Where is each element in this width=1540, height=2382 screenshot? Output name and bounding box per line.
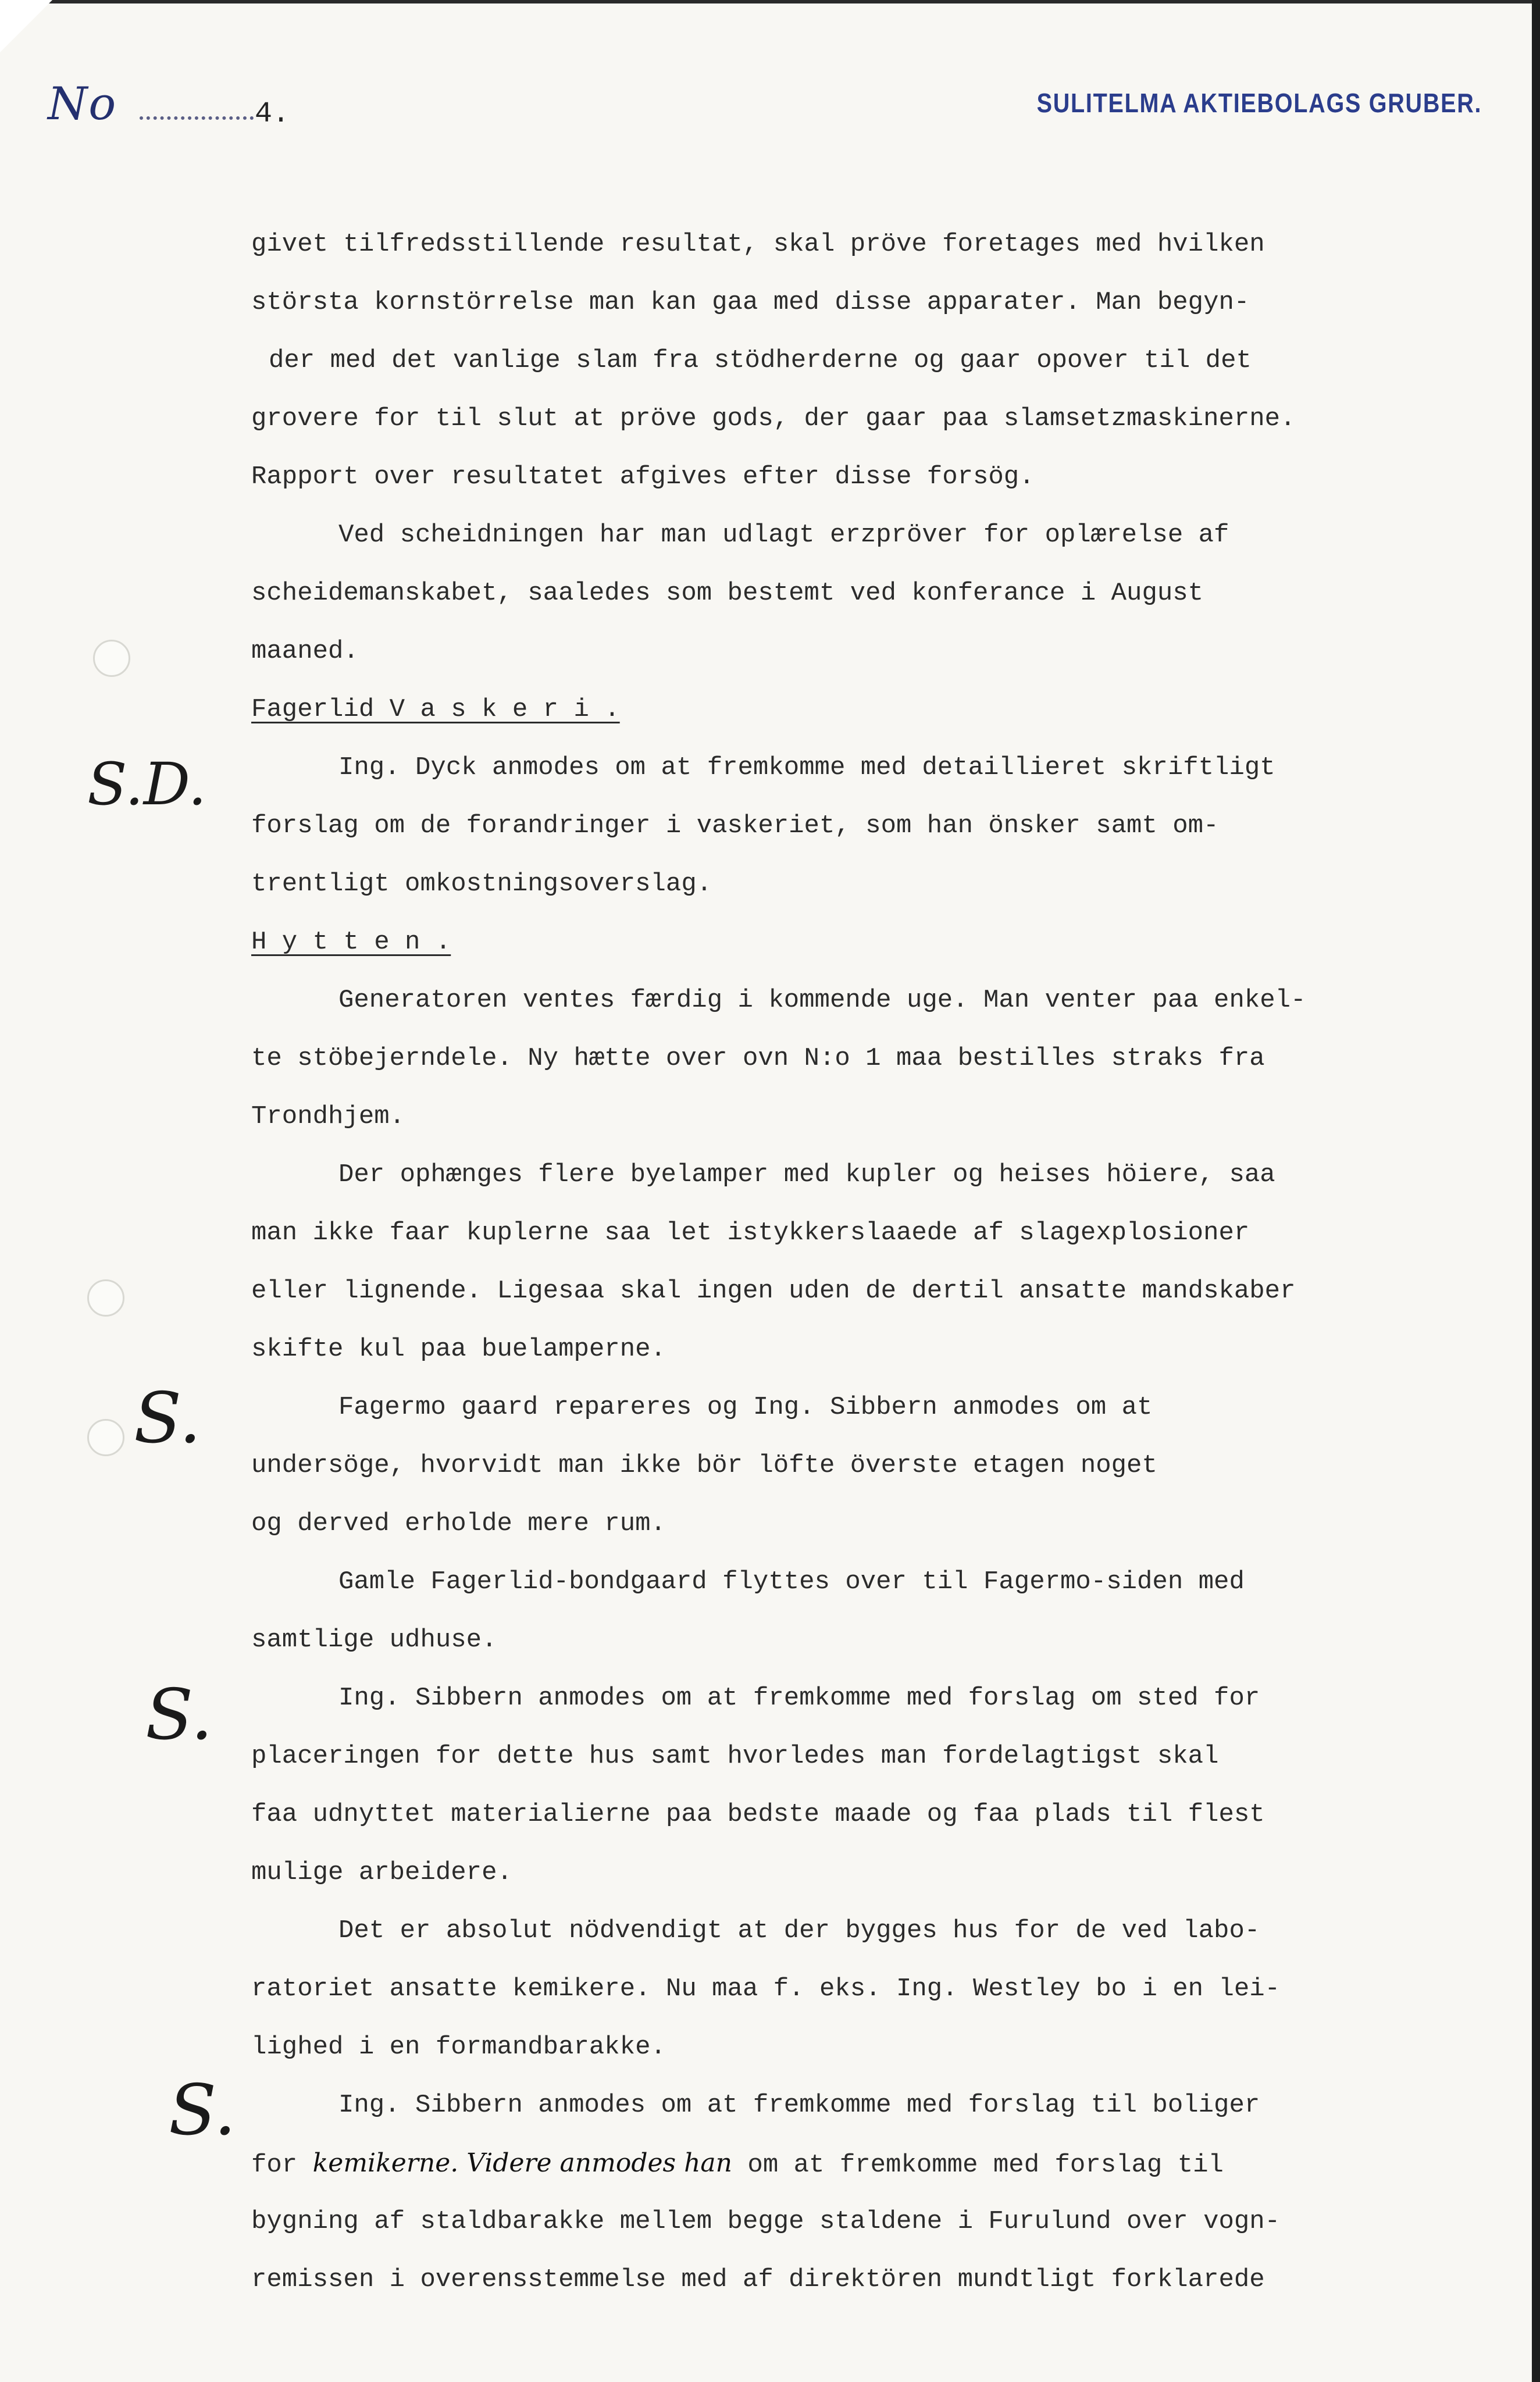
text-line: scheidemanskabet, saaledes som bestemt ved konferance i August [251, 579, 1204, 608]
text-line: og derved erholde mere rum. [251, 1509, 666, 1538]
typed-body [251, 215, 1473, 2309]
text-line: Trondhjem. [251, 1102, 405, 1131]
text-line: givet tilfredsstillende resultat, skal pröve foretages med hvilken [251, 230, 1265, 259]
text-line: forslag om de forandringer i vaskeriet, som han önsker samt om- [251, 811, 1219, 840]
text-line: te stöbejerndele. Ny hætte over ovn N:o 1 maa bestilles straks fra [251, 1044, 1265, 1073]
scan-edge-right [1532, 0, 1540, 2382]
typed-fragment: om at fremkomme med forslag til [747, 2151, 1224, 2180]
text-line: ratoriet ansatte kemikere. Nu maa f. eks. Ing. Westley bo i en lei- [251, 1974, 1281, 2003]
text-line: Ing. Dyck anmodes om at fremkomme med detaillieret skriftligt [338, 753, 1275, 782]
company-letterhead: SULITELMA AKTIEBOLAGS GRUBER. [1036, 88, 1482, 118]
text-line: Der ophænges flere byelamper med kupler og heises höiere, saa [338, 1160, 1275, 1189]
text-line: Fagermo gaard repareres og Ing. Sibbern anmodes om at [338, 1393, 1153, 1422]
text-line: Gamle Fagerlid-bondgaard flyttes over til Fagermo-siden med [338, 1567, 1245, 1596]
text-line: Generatoren ventes færdig i kommende uge. Man venter paa enkel- [338, 986, 1306, 1015]
scan-edge-top [0, 0, 1540, 3]
margin-initials-mark: S. [134, 1378, 202, 1459]
typed-fragment: for [251, 2151, 298, 2180]
text-line: trentligt omkostningsoverslag. [251, 869, 712, 898]
punch-hole [87, 1419, 124, 1456]
page-number: 4. [255, 98, 290, 131]
text-line: Ing. Sibbern anmodes om at fremkomme med forslag om sted for [338, 1684, 1260, 1713]
punch-hole [93, 640, 130, 677]
text-line: eller lignende. Ligesaa skal ingen uden de dertil ansatte mandskaber [251, 1276, 1296, 1306]
text-line: lighed i en formandbarakke. [251, 2032, 666, 2062]
text-line: Ing. Sibbern anmodes om at fremkomme med forslag til boliger [338, 2091, 1260, 2120]
number-dotted-line [140, 116, 254, 120]
section-heading-fagerlid-vaskeri: Fagerlid V a s k e r i . [251, 695, 620, 724]
text-line: Ved scheidningen har man udlagt erzpröver for oplærelse af [338, 520, 1229, 550]
text-line: största kornstörrelse man kan gaa med disse apparater. Man begyn- [251, 288, 1250, 317]
text-line: der med det vanlige slam fra stödherderne og gaar opover til det [269, 346, 1252, 375]
margin-initials-mark: S. [169, 2070, 237, 2151]
text-line: Det er absolut nödvendigt at der bygges hus for de ved labo- [338, 1916, 1260, 1945]
number-label: No [48, 78, 117, 130]
text-line: skifte kul paa buelamperne. [251, 1335, 666, 1364]
text-line: maaned. [251, 637, 359, 666]
text-line: bygning af staldbarakke mellem begge staldene i Furulund over vogn- [251, 2207, 1281, 2236]
text-line: faa udnyttet materialierne paa bedste maade og faa plads til flest [251, 1800, 1265, 1829]
text-line: mulige arbeidere. [251, 1858, 512, 1887]
section-heading-hytten: H y t t e n . [251, 928, 451, 957]
text-line: man ikke faar kuplerne saa let istykkerslaaede af slagexplosioner [251, 1218, 1250, 1247]
punch-hole [87, 1279, 124, 1317]
text-line: remissen i overensstemmelse med af direktören mundtligt forklarede [251, 2265, 1265, 2294]
text-line: placeringen for dette hus samt hvorledes man fordelagtigst skal [251, 1742, 1219, 1771]
text-line-with-handwriting [251, 2134, 1473, 2192]
text-line: samtlige udhuse. [251, 1625, 497, 1654]
text-line: grovere for til slut at pröve gods, der gaar paa slamsetzmaskinerne. [251, 404, 1296, 433]
margin-initials-mark: S. [145, 1675, 213, 1756]
margin-initials-mark: S.D. [87, 750, 207, 818]
text-line: undersöge, hvorvidt man ikke bör löfte överste etagen noget [251, 1451, 1157, 1480]
folded-corner [0, 0, 52, 52]
text-line: Rapport over resultatet afgives efter disse forsög. [251, 462, 1035, 491]
handwritten-insertion: kemikerne. Videre anmodes han [312, 2148, 733, 2178]
